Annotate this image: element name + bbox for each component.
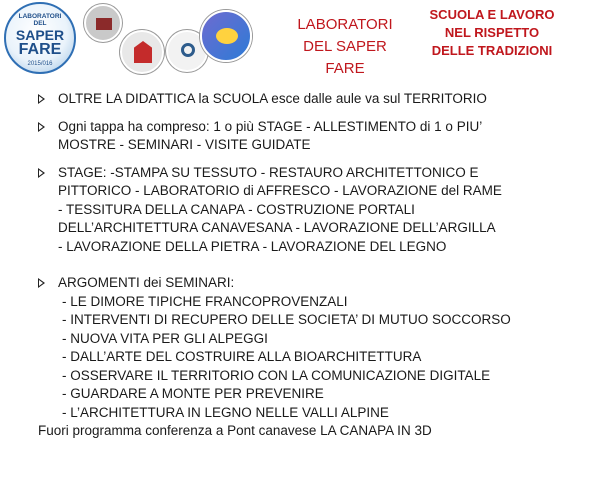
list-item xyxy=(38,118,578,155)
castle-badge-icon xyxy=(120,30,164,74)
list-item-text: OLTRE LA DIDATTICA la SCUOLA esce dalle aule va sul TERRITORIO xyxy=(58,91,487,106)
list-item-text: DELL’ARCHITETTURA CANAVESANA - LAVORAZIONE DELL’ARGILLA xyxy=(58,220,496,235)
logo-line1: LABORATORI xyxy=(18,13,62,20)
seminar-item: - INTERVENTI DI RECUPERO DELLE SOCIETA’ DI MUTUO SOCCORSO xyxy=(62,312,511,327)
ecomuseum-badge-icon xyxy=(200,10,252,62)
header-title-line2: DEL SAPER FARE xyxy=(303,38,387,77)
saper-fare-logo xyxy=(4,2,76,74)
seminar-item: - OSSERVARE IL TERRITORIO CON LA COMUNICAZIONE DIGITALE xyxy=(62,367,491,383)
list-item-text: - LAVORAZIONE DELLA PIETRA - LAVORAZIONE DEL LEGNO xyxy=(58,238,447,254)
list-item-text: MOSTRE - SEMINARI - VISITE GUIDATE xyxy=(58,137,311,152)
badge-icon xyxy=(84,4,122,42)
arrow-bullet-icon xyxy=(38,94,45,104)
list-item-text: - TESSITURA DELLA CANAPA - COSTRUZIONE PORTALI xyxy=(58,201,415,217)
list-item xyxy=(38,164,578,257)
seminar-item: - GUARDARE A MONTE PER PREVENIRE xyxy=(62,386,324,401)
header-subtitle-line3: DELLE TRADIZIONI xyxy=(431,43,553,58)
logos-strip xyxy=(0,0,265,80)
list-item xyxy=(38,90,578,109)
list-item-text: ARGOMENTI dei SEMINARI: xyxy=(58,275,235,290)
logo-years: 2015/016 xyxy=(27,61,53,67)
seminar-item: - NUOVA VITA PER GLI ALPEGGI xyxy=(62,330,268,346)
seminar-item: - LE DIMORE TIPICHE FRANCOPROVENZALI xyxy=(62,293,348,309)
logo-line2: DEL xyxy=(33,20,47,27)
arrow-bullet-icon xyxy=(38,122,45,132)
list-item-text: Ogni tappa ha compreso: 1 o più STAGE - ALLESTIMENTO di 1 o PIU’ xyxy=(58,118,483,134)
list-item-text: PITTORICO - LABORATORIO di AFFRESCO - LAVORAZIONE del RAME xyxy=(58,183,502,198)
list-item-text: STAGE: -STAMPA SU TESSUTO - RESTAURO ARCHITETTONICO E xyxy=(58,164,479,180)
footer-note: Fuori programma conferenza a Pont canavese LA CANAPA IN 3D xyxy=(38,423,432,438)
header-title-line1: LABORATORI xyxy=(297,16,393,33)
header-subtitle-line1: SCUOLA E LAVORO xyxy=(429,7,555,22)
header-subtitle xyxy=(412,6,572,60)
arrow-bullet-icon xyxy=(38,168,45,178)
logo-line4: FARE xyxy=(18,41,62,58)
bullet-list xyxy=(38,90,578,441)
arrow-bullet-icon xyxy=(38,278,45,288)
seminar-item: - L’ARCHITETTURA IN LEGNO NELLE VALLI ALPINE xyxy=(62,404,389,420)
logo-line3: SAPER xyxy=(15,27,65,43)
header-subtitle-line2: NEL RISPETTO xyxy=(444,25,540,40)
seminar-item: - DALL’ARTE DEL COSTRUIRE ALLA BIOARCHITETTURA xyxy=(62,349,422,364)
list-item xyxy=(38,274,578,422)
header-title xyxy=(290,14,400,80)
